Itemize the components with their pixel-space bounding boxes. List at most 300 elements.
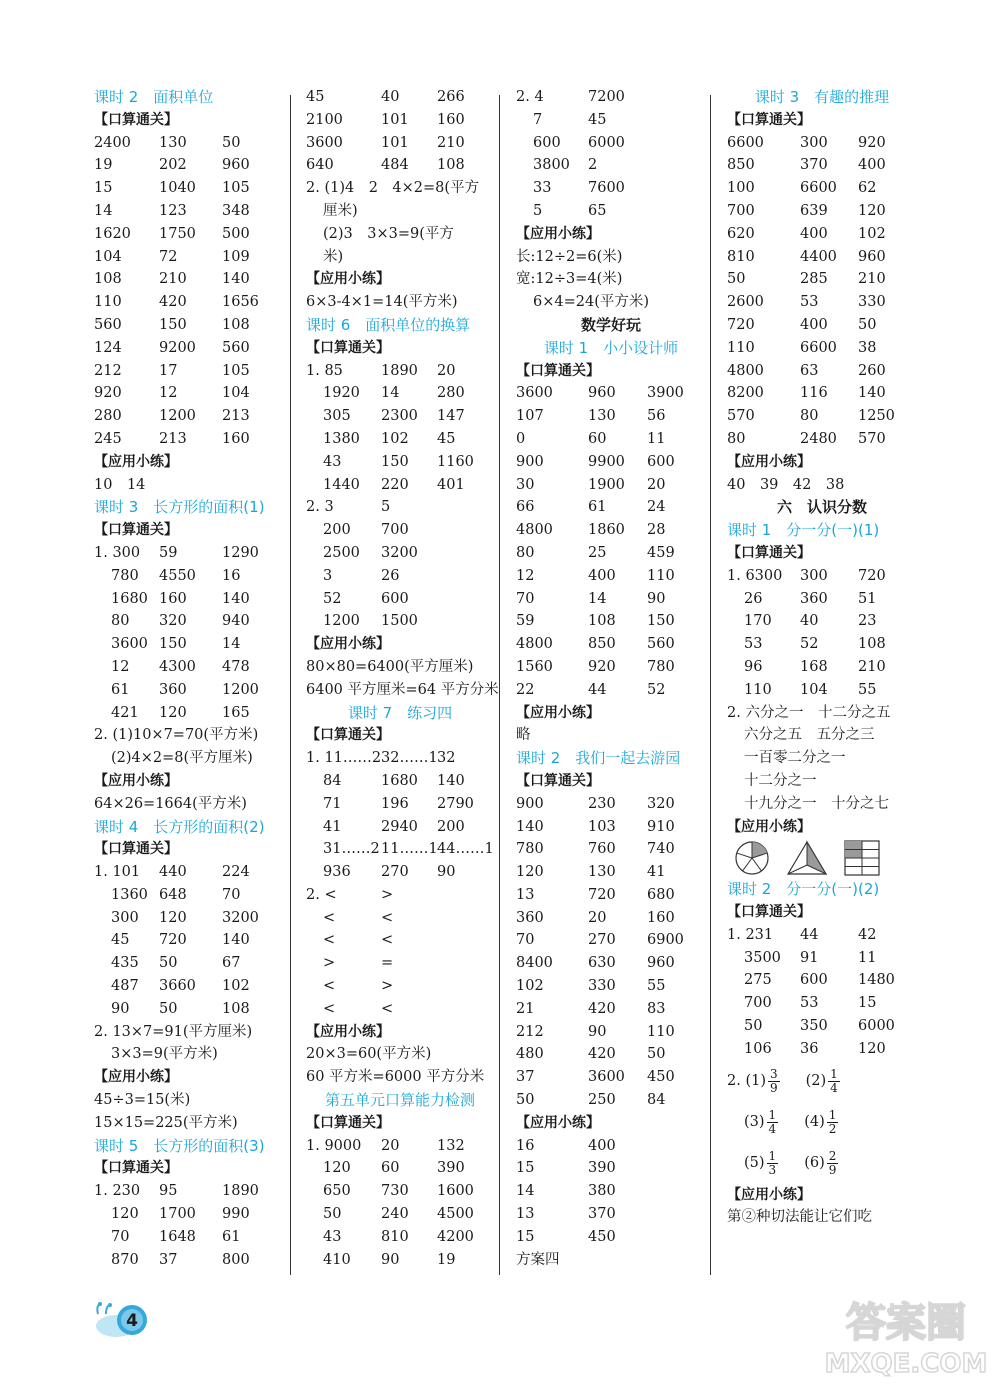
answer-row	[94, 656, 284, 679]
section-heading: 【口算通关】	[306, 1114, 390, 1131]
answer-row	[516, 1180, 706, 1203]
answer-row	[306, 998, 494, 1021]
answer-cell: 3600	[111, 636, 148, 653]
answer-cell: 7600	[588, 180, 625, 197]
answer-cell: 43	[323, 1228, 342, 1245]
fraction-label: 2. (1)	[727, 1072, 766, 1089]
answer-cell: 600	[800, 972, 828, 989]
answer-cell: 62	[858, 180, 877, 197]
answer-cell: 12	[516, 567, 535, 584]
answer-cell: 920	[588, 658, 616, 675]
answer-row	[306, 86, 494, 109]
answer-cell: 390	[437, 1160, 465, 1177]
answer-cell: 1040	[159, 180, 196, 197]
answer-cell: 780	[647, 658, 675, 675]
answer-cell: 700	[727, 202, 755, 219]
answer-cell: 15	[516, 1160, 535, 1177]
answer-line: 45÷3=15(米)	[94, 1092, 191, 1109]
answer-cell: 1200	[323, 613, 360, 630]
answer-cell: 14	[516, 1183, 535, 1200]
answer-row	[94, 360, 284, 383]
lesson-title: 第五单元口算能力检测	[324, 1091, 475, 1110]
answer-cell: 648	[159, 886, 187, 903]
answer-cell: 639	[800, 202, 828, 219]
answer-cell: 150	[381, 453, 409, 470]
answer-row	[516, 952, 706, 975]
answer-cell: 90	[381, 1251, 400, 1268]
answer-cell: 850	[727, 157, 755, 174]
answer-row	[94, 223, 284, 246]
answer-cell: 44……1	[437, 841, 494, 858]
answer-cell: 213	[159, 430, 187, 447]
answer-cell: 140	[858, 385, 886, 402]
answer-cell: 640	[306, 157, 334, 174]
answer-cell: 810	[727, 248, 755, 265]
answer-cell: 6000	[858, 1018, 895, 1035]
answer-cell: 940	[222, 613, 250, 630]
answer-row	[306, 588, 494, 611]
answer-cell: 108	[94, 271, 122, 288]
answer-cell: 50	[647, 1046, 666, 1063]
answer-row	[516, 1157, 706, 1180]
section-heading: 【口算通关】	[94, 111, 178, 128]
answer-cell: 3600	[306, 134, 343, 151]
answer-cell: 104	[94, 248, 122, 265]
answer-line: 十二分之一	[744, 772, 817, 789]
answer-cell: 3500	[744, 949, 781, 966]
answer-row	[306, 929, 494, 952]
answer-cell: 280	[437, 385, 465, 402]
answer-row	[306, 428, 494, 451]
answer-row	[516, 998, 706, 1021]
answer-cell: 1860	[588, 522, 625, 539]
answer-row	[94, 929, 284, 952]
answer-cell: 4500	[437, 1206, 474, 1223]
answer-cell: 28	[647, 522, 666, 539]
answer-cell: 32……1	[381, 750, 438, 767]
answer-cell: 100	[727, 180, 755, 197]
answer-cell: 1160	[437, 453, 474, 470]
column-divider	[710, 95, 711, 1275]
answer-row	[727, 428, 917, 451]
answer-cell: 1656	[222, 294, 259, 311]
answer-cell: 740	[647, 841, 675, 858]
answer-row	[727, 588, 917, 611]
answer-cell: 160	[437, 111, 465, 128]
answer-cell: 61	[111, 681, 130, 698]
answer-row	[727, 610, 917, 633]
answer-row	[306, 474, 494, 497]
answer-cell: 168	[800, 658, 828, 675]
answer-cell: 38	[858, 339, 877, 356]
answer-line: 十九分之一 十分之七	[744, 795, 889, 812]
fraction-label: (5)	[744, 1154, 765, 1171]
answer-cell: 13	[516, 886, 535, 903]
answer-row	[727, 992, 917, 1015]
answer-cell: 7	[533, 111, 543, 128]
answer-cell: 6600	[800, 180, 837, 197]
answer-cell: 360	[516, 909, 544, 926]
answer-cell: 37	[159, 1251, 178, 1268]
answer-row	[94, 998, 284, 1021]
fraction	[767, 1109, 779, 1136]
answer-row	[516, 838, 706, 861]
section-heading: 【应用小练】	[306, 1023, 390, 1040]
answer-cell: 140	[516, 818, 544, 835]
answer-cell: 110	[647, 1023, 675, 1040]
answer-cell: 300	[800, 567, 828, 584]
answer-cell: 720	[588, 886, 616, 903]
unit-heading: 六 认识分数	[776, 498, 867, 517]
answer-cell: 109	[222, 248, 250, 265]
answer-cell: 110	[647, 567, 675, 584]
answer-cell: 107	[516, 408, 544, 425]
answer-row	[516, 1021, 706, 1044]
answer-row	[727, 177, 917, 200]
answer-cell: 110	[744, 681, 772, 698]
answer-cell: 250	[588, 1092, 616, 1109]
answer-line: 长:12÷2=6(米)	[516, 248, 623, 265]
answer-cell: 435	[111, 955, 139, 972]
answer-cell: 500	[222, 225, 250, 242]
answer-row	[727, 679, 917, 702]
answer-cell: 3800	[533, 157, 570, 174]
answer-row	[306, 1203, 494, 1226]
answer-row	[516, 542, 706, 565]
answer-row	[727, 246, 917, 269]
answer-row	[516, 177, 706, 200]
answer-row	[516, 496, 706, 519]
answer-cell: 1200	[159, 408, 196, 425]
answer-cell: 360	[159, 681, 187, 698]
answer-cell: 160	[647, 909, 675, 926]
answer-cell: 120	[159, 909, 187, 926]
answer-cell: 102	[516, 978, 544, 995]
answer-cell: 3200	[381, 544, 418, 561]
numerator: 1	[828, 1107, 837, 1122]
answer-cell: 260	[858, 362, 886, 379]
answer-row	[94, 588, 284, 611]
answer-row	[516, 132, 706, 155]
numerator: 2	[828, 1148, 837, 1163]
answer-cell: 680	[647, 886, 675, 903]
answer-cell: 45	[111, 932, 130, 949]
answer-cell: 90	[437, 864, 456, 881]
answer-row	[94, 1249, 284, 1272]
answer-row	[94, 633, 284, 656]
answer-cell: 210	[159, 271, 187, 288]
answer-row	[306, 382, 494, 405]
answer-cell: 53	[800, 294, 819, 311]
answer-row	[516, 793, 706, 816]
answer-row	[727, 947, 917, 970]
answer-row	[94, 702, 284, 725]
answer-cell: 101	[381, 134, 409, 151]
answer-cell: 1480	[858, 972, 895, 989]
answer-cell: 600	[647, 453, 675, 470]
answer-row	[727, 314, 917, 337]
answer-row	[516, 519, 706, 542]
answer-cell: 2300	[381, 408, 418, 425]
answer-cell: 300	[111, 909, 139, 926]
answer-cell: 140	[222, 932, 250, 949]
answer-cell: 196	[381, 795, 409, 812]
answer-line: 略	[516, 727, 531, 744]
lesson-title: 课时 7 练习四	[347, 703, 453, 722]
answer-cell: >	[323, 955, 336, 972]
answer-cell: 1680	[111, 590, 148, 607]
answer-cell: 1890	[381, 362, 418, 379]
answer-cell: 45	[437, 430, 456, 447]
answer-cell: 160	[222, 430, 250, 447]
lesson-title: 课时 3 有趣的推理	[754, 88, 890, 106]
answer-cell: 14	[94, 202, 113, 219]
answer-line: (2)3 3×3=9(平方	[323, 225, 454, 242]
answer-cell: 275	[744, 972, 772, 989]
lesson-title: 课时 2 我们一起去游园	[516, 749, 681, 768]
answer-cell: 1. 11……2	[306, 750, 382, 767]
answer-cell: 20	[437, 362, 456, 379]
answer-row	[94, 428, 284, 451]
answer-row	[94, 200, 284, 223]
denominator: 4	[830, 1080, 838, 1095]
answer-cell: 330	[858, 294, 886, 311]
answer-cell: 305	[323, 408, 351, 425]
answer-row	[94, 177, 284, 200]
answer-cell: 780	[111, 567, 139, 584]
answer-cell: 22	[516, 681, 535, 698]
answer-cell: 440	[159, 864, 187, 881]
answer-row	[727, 1015, 917, 1038]
answer-cell: 43	[323, 453, 342, 470]
answer-line: 60 平方米=6000 平方分米	[306, 1069, 485, 1086]
answer-cell: 1. 230	[94, 1183, 141, 1200]
answer-cell: 1680	[381, 772, 418, 789]
answer-cell: 6600	[800, 339, 837, 356]
answer-cell: 4800	[516, 636, 553, 653]
section-heading: 【应用小练】	[94, 772, 178, 789]
answer-cell: 560	[647, 636, 675, 653]
answer-row	[94, 975, 284, 998]
column-1	[94, 86, 284, 1271]
fraction-answers	[727, 1102, 917, 1143]
section-heading: 【应用小练】	[516, 225, 600, 242]
answer-row	[94, 952, 284, 975]
answer-line: 6×4=24(平方米)	[533, 294, 650, 311]
answer-cell: 720	[727, 316, 755, 333]
answer-row	[727, 200, 917, 223]
answer-cell: 108	[437, 157, 465, 174]
answer-cell: 960	[588, 385, 616, 402]
answer-cell: 1. 300	[94, 544, 141, 561]
answer-row	[516, 474, 706, 497]
answer-cell: 210	[858, 271, 886, 288]
answer-line: 2. (1)4 2 4×2=8(平方	[306, 180, 480, 197]
answer-cell: 67	[222, 955, 241, 972]
answer-cell: 150	[159, 636, 187, 653]
answer-cell: 270	[381, 864, 409, 881]
answer-cell: 12	[159, 385, 178, 402]
answer-cell: 1648	[159, 1228, 196, 1245]
answer-cell: 370	[800, 157, 828, 174]
answer-row	[94, 1203, 284, 1226]
answer-cell: 104	[222, 385, 250, 402]
answer-cell: 132	[437, 1137, 465, 1154]
answer-cell: 720	[858, 567, 886, 584]
answer-cell: 120	[111, 1206, 139, 1223]
answer-cell: 96	[744, 658, 763, 675]
answer-cell: 120	[858, 1040, 886, 1057]
answer-cell: 4800	[516, 522, 553, 539]
answer-cell: <	[381, 909, 394, 926]
answer-row	[306, 907, 494, 930]
answer-cell: 2400	[94, 134, 131, 151]
answer-cell: 53	[800, 995, 819, 1012]
section-heading: 【应用小练】	[94, 453, 178, 470]
answer-row	[516, 588, 706, 611]
fraction-item	[744, 1109, 778, 1136]
answer-cell: 26	[381, 567, 400, 584]
answer-cell: 1. 101	[94, 864, 141, 881]
answer-row	[306, 405, 494, 428]
answer-cell: 20	[588, 909, 607, 926]
answer-cell: 266	[437, 89, 465, 105]
answer-row	[516, 884, 706, 907]
snail-icon	[92, 1300, 172, 1340]
answer-row	[516, 200, 706, 223]
answer-cell: 360	[800, 590, 828, 607]
watermark-logo: 答案圈	[846, 1300, 966, 1346]
answer-cell: 24	[647, 499, 666, 516]
answer-row	[306, 1180, 494, 1203]
answer-cell: 51	[858, 590, 877, 607]
answer-row	[94, 268, 284, 291]
answer-row	[516, 1226, 706, 1249]
answer-cell: 72	[159, 248, 178, 265]
answer-row	[94, 132, 284, 155]
answer-cell: 60	[588, 430, 607, 447]
answer-cell: 40	[381, 89, 400, 105]
answer-line: 2. (1)10×7=70(平方米)	[94, 727, 259, 744]
answer-cell: 25	[588, 544, 607, 561]
answer-cell: 31……2	[323, 841, 380, 858]
answer-cell: 41	[323, 818, 342, 835]
lesson-title: 课时 5 长方形的面积(3)	[94, 1136, 265, 1155]
answer-line: 20×3=60(平方米)	[306, 1046, 432, 1063]
answer-row	[727, 382, 917, 405]
answer-cell: <	[323, 1000, 336, 1017]
answer-cell: 120	[323, 1160, 351, 1177]
answer-cell: =	[381, 955, 394, 972]
answer-cell: 19	[437, 1251, 456, 1268]
answer-row	[516, 907, 706, 930]
watermark	[826, 1292, 986, 1382]
answer-cell: 26	[744, 590, 763, 607]
answer-row	[516, 1043, 706, 1066]
answer-cell: 17	[159, 362, 178, 379]
answer-cell: 140	[222, 590, 250, 607]
answer-line: 10 14	[94, 476, 146, 493]
answer-row	[306, 109, 494, 132]
answer-cell: 2500	[323, 544, 360, 561]
answer-cell: 80	[727, 430, 746, 447]
answer-cell: 4300	[159, 658, 196, 675]
answer-cell: 90	[647, 590, 666, 607]
answer-cell: 210	[437, 134, 465, 151]
answer-line: 方案四	[516, 1251, 560, 1268]
numerator: 1	[768, 1107, 777, 1122]
answer-cell: 103	[588, 818, 616, 835]
answer-cell: 400	[800, 316, 828, 333]
answer-cell: 780	[516, 841, 544, 858]
answer-cell: 3600	[516, 385, 553, 402]
answer-cell: 70	[516, 932, 535, 949]
answer-row	[94, 884, 284, 907]
answer-cell: 1. 85	[306, 362, 343, 379]
answer-cell: 2	[588, 157, 598, 174]
numerator: 1	[768, 1148, 777, 1163]
answer-cell: 1500	[381, 613, 418, 630]
answer-cell: 140	[437, 772, 465, 789]
answer-cell: 213	[222, 408, 250, 425]
answer-cell: 420	[588, 1000, 616, 1017]
answer-cell: 1. 6300	[727, 567, 783, 584]
answer-cell: 220	[381, 476, 409, 493]
section-heading: 【口算通关】	[727, 111, 811, 128]
answer-row	[727, 132, 917, 155]
answer-row	[516, 679, 706, 702]
answer-row	[306, 154, 494, 177]
lesson-title: 课时 3 长方形的面积(1)	[94, 498, 265, 517]
answer-cell: 910	[647, 818, 675, 835]
answer-cell: 9900	[588, 453, 625, 470]
fraction-label: (2)	[805, 1072, 827, 1089]
answer-cell: 170	[744, 613, 772, 630]
unit-heading: 数学好玩	[580, 315, 641, 334]
answer-cell: 900	[516, 453, 544, 470]
lesson-title: 课时 6 面积单位的换算	[306, 315, 471, 334]
answer-cell: 7200	[588, 89, 625, 105]
answer-cell: >	[381, 886, 394, 903]
answer-line: 宽:12÷3=4(米)	[516, 271, 623, 288]
answer-cell: 650	[323, 1183, 351, 1200]
fraction-label: (4)	[804, 1113, 825, 1130]
answer-cell: 105	[222, 180, 250, 197]
answer-cell: 410	[323, 1251, 351, 1268]
answer-row	[94, 314, 284, 337]
denominator: 9	[769, 1080, 778, 1095]
answer-cell: 1360	[111, 886, 148, 903]
answer-cell: 130	[588, 864, 616, 881]
lesson-title: 课时 2 面积单位	[94, 88, 214, 106]
answer-row	[94, 861, 284, 884]
answer-cell: 120	[159, 704, 187, 721]
answer-cell: 900	[516, 795, 544, 812]
answer-cell: 56	[647, 408, 666, 425]
answer-cell: 19	[94, 157, 113, 174]
answer-cell: 66	[516, 499, 535, 516]
answer-cell: 400	[588, 1137, 616, 1154]
answer-cell: 102	[222, 978, 250, 995]
answer-cell: 400	[858, 157, 886, 174]
answer-cell: 71	[323, 795, 342, 812]
answer-row	[727, 223, 917, 246]
fraction-label: (3)	[744, 1113, 765, 1130]
answer-cell: 870	[111, 1251, 139, 1268]
lesson-title: 课时 4 长方形的面积(2)	[94, 817, 265, 836]
answer-cell: 560	[94, 316, 122, 333]
answer-cell: 280	[94, 408, 122, 425]
